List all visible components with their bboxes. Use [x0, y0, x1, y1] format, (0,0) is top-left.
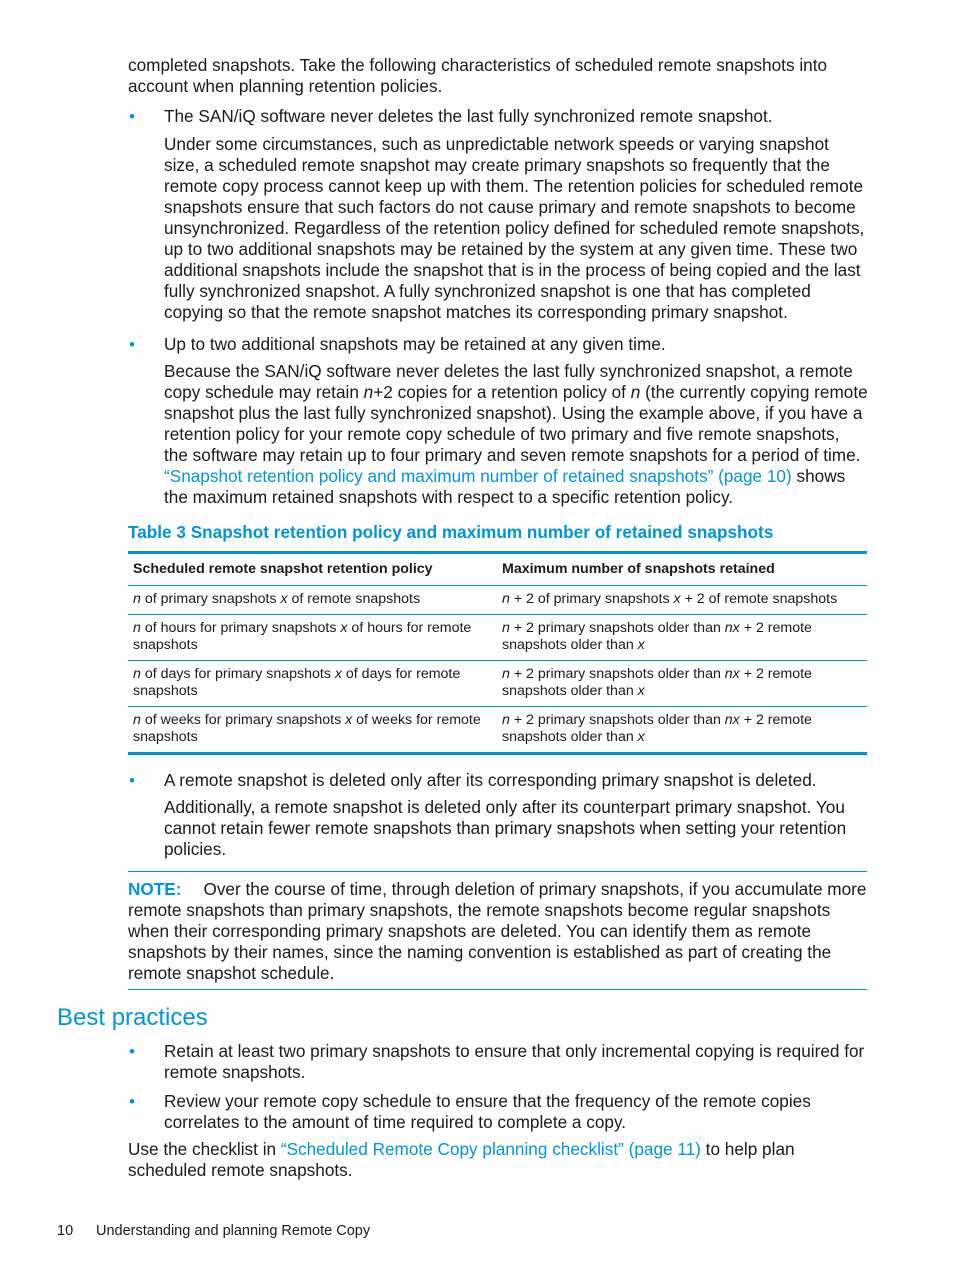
variable-text: n [502, 666, 510, 682]
cell-text: + 2 primary snapshots older than [509, 620, 725, 636]
bullet-marker: • [129, 1092, 135, 1111]
variable-text: x [334, 666, 342, 682]
note-top-rule [128, 871, 867, 872]
table-header-cell: Scheduled remote snapshot retention policy [128, 553, 497, 586]
variable-text: n [502, 591, 510, 607]
max-retained-cell [497, 707, 867, 754]
cell-text: of remote snapshots [287, 591, 421, 607]
variable-text: x [637, 683, 645, 699]
table-row [128, 661, 867, 707]
bullet-marker: • [129, 335, 135, 354]
cell-text: + 2 remote snapshots older than [502, 620, 812, 653]
variable-text: n [133, 591, 141, 607]
cell-text: + 2 primary snapshots older than [509, 666, 725, 682]
variable-text: x [637, 729, 645, 745]
cell-text: + 2 primary snapshots older than [509, 712, 725, 728]
policy-cell [128, 615, 497, 661]
variable-text: n [133, 620, 141, 636]
cell-text: of hours for primary snapshots [140, 620, 341, 636]
bullet-marker: • [129, 771, 135, 790]
max-retained-cell [497, 586, 867, 615]
variable-text: x [673, 591, 681, 607]
body-text: (the currently copying remote snapshot plus the last fully synchronized snapshot). Using the example above, if you have a retention policy for your remote copy schedule of two primary and five remote snapshots, the software may retain up to four primary and seven remote snapshots for a period of time. [164, 382, 868, 465]
body-text: Because the SAN/iQ software never deletes the last fully synchronized snapshot, a remote copy schedule may retain [164, 361, 853, 402]
cell-text: + 2 remote snapshots older than [502, 666, 812, 699]
max-retained-cell [497, 661, 867, 707]
cell-text: of hours for remote snapshots [133, 620, 472, 653]
cell-text: of primary snapshots [140, 591, 281, 607]
note-paragraph [128, 879, 868, 984]
body-text: Use the checklist in [128, 1139, 281, 1159]
variable-text: n [133, 712, 141, 728]
table-cross-reference-link[interactable]: “Snapshot retention policy and maximum number of retained snapshots” (page 10) [164, 466, 792, 486]
variable-text: x [345, 712, 353, 728]
best-practice-item: Retain at least two primary snapshots to ensure that only incremental copying is required for remote snapshots. [164, 1041, 865, 1082]
table-header-row [128, 553, 867, 586]
max-retained-cell [497, 615, 867, 661]
body-text: +2 copies for a retention policy of [373, 382, 631, 402]
bullet-marker: • [129, 1042, 135, 1061]
retention-policy-table [128, 551, 867, 755]
bullet-body: Additionally, a remote snapshot is deleted only after its counterpart primary snapshot. You cannot retain fewer remote snapshots than primary snapshots when setting your retention policies. [164, 797, 847, 859]
table-body [128, 586, 867, 754]
intro-paragraph: completed snapshots. Take the following characteristics of scheduled remote snapshots into account when planning retention policies. [128, 55, 828, 96]
cell-text: + 2 of remote snapshots [680, 591, 838, 607]
body-text: shows the maximum retained snapshots with respect to a specific retention policy. [164, 466, 846, 507]
table-row [128, 615, 867, 661]
variable-text: n [502, 712, 510, 728]
checklist-cross-reference-link[interactable]: “Scheduled Remote Copy planning checklist” (page 11) [280, 1139, 701, 1159]
policy-cell [128, 661, 497, 707]
variable-n: n [363, 382, 374, 402]
bullet-lead: A remote snapshot is deleted only after its corresponding primary snapshot is deleted. [164, 770, 817, 790]
cell-text: + 2 remote snapshots older than [502, 712, 812, 745]
variable-n: n [630, 382, 641, 402]
bullet-body [164, 361, 868, 508]
table-row [128, 707, 867, 754]
best-practice-item: Review your remote copy schedule to ensure that the frequency of the remote copies correlates to the amount of time required to complete a copy. [164, 1091, 811, 1132]
variable-text: nx [724, 666, 740, 682]
footer-title: Understanding and planning Remote Copy [96, 1223, 371, 1239]
page-number: 10 [57, 1223, 74, 1239]
bullet-lead: Up to two additional snapshots may be retained at any given time. [164, 334, 666, 354]
cell-text: of days for primary snapshots [140, 666, 335, 682]
cell-text: of weeks for primary snapshots [140, 712, 346, 728]
cell-text: + 2 of primary snapshots [509, 591, 674, 607]
table-header-cell: Maximum number of snapshots retained [497, 553, 867, 586]
bullet-lead: The SAN/iQ software never deletes the last fully synchronized remote snapshot. [164, 106, 773, 126]
variable-text: x [340, 620, 348, 636]
closing-paragraph [128, 1139, 868, 1181]
cell-text: of weeks for remote snapshots [133, 712, 481, 745]
table-row [128, 586, 867, 615]
variable-text: x [637, 637, 645, 653]
variable-text: x [280, 591, 288, 607]
page-footer [57, 1222, 370, 1240]
variable-text: nx [724, 620, 740, 636]
note-label: NOTE: [128, 879, 182, 899]
policy-cell [128, 707, 497, 754]
body-text: to help plan scheduled remote snapshots. [128, 1139, 795, 1180]
note-bottom-rule [128, 989, 867, 990]
note-text: Over the course of time, through deletion of primary snapshots, if you accumulate more remote snapshots than primary snapshots, the remote snapshots become regular snapshots when their corresponding primary snapshots are deleted. You can identify them as remote snapshots by their names, since the naming convention is established as part of creating the remote snapshot schedule. [128, 879, 867, 983]
table-title: Table 3 Snapshot retention policy and maximum number of retained snapshots [128, 522, 774, 542]
section-heading: Best practices [57, 1004, 208, 1031]
variable-text: nx [724, 712, 740, 728]
bullet-marker: • [129, 107, 135, 126]
variable-text: n [502, 620, 510, 636]
policy-cell [128, 586, 497, 615]
bullet-body: Under some circumstances, such as unpredictable network speeds or varying snapshot size, a scheduled remote snapshot may create primary snapshots so frequently that the remote copy process cannot keep up with them. The retention policies for scheduled remote snapshots ensure that such factors do not cause primary and remote snapshots to become unsynchronized. Regardless of the retention policy defined for scheduled remote snapshots, up to two additional snapshots may be retained by the system at any given time. These two additional snapshots include the snapshot that is in the process of being copied and the last fully synchronized snapshot. A fully synchronized snapshot is one that has completed copying so that the remote snapshot matches its corresponding primary snapshot. [164, 134, 865, 322]
cell-text: of days for remote snapshots [133, 666, 461, 699]
variable-text: n [133, 666, 141, 682]
